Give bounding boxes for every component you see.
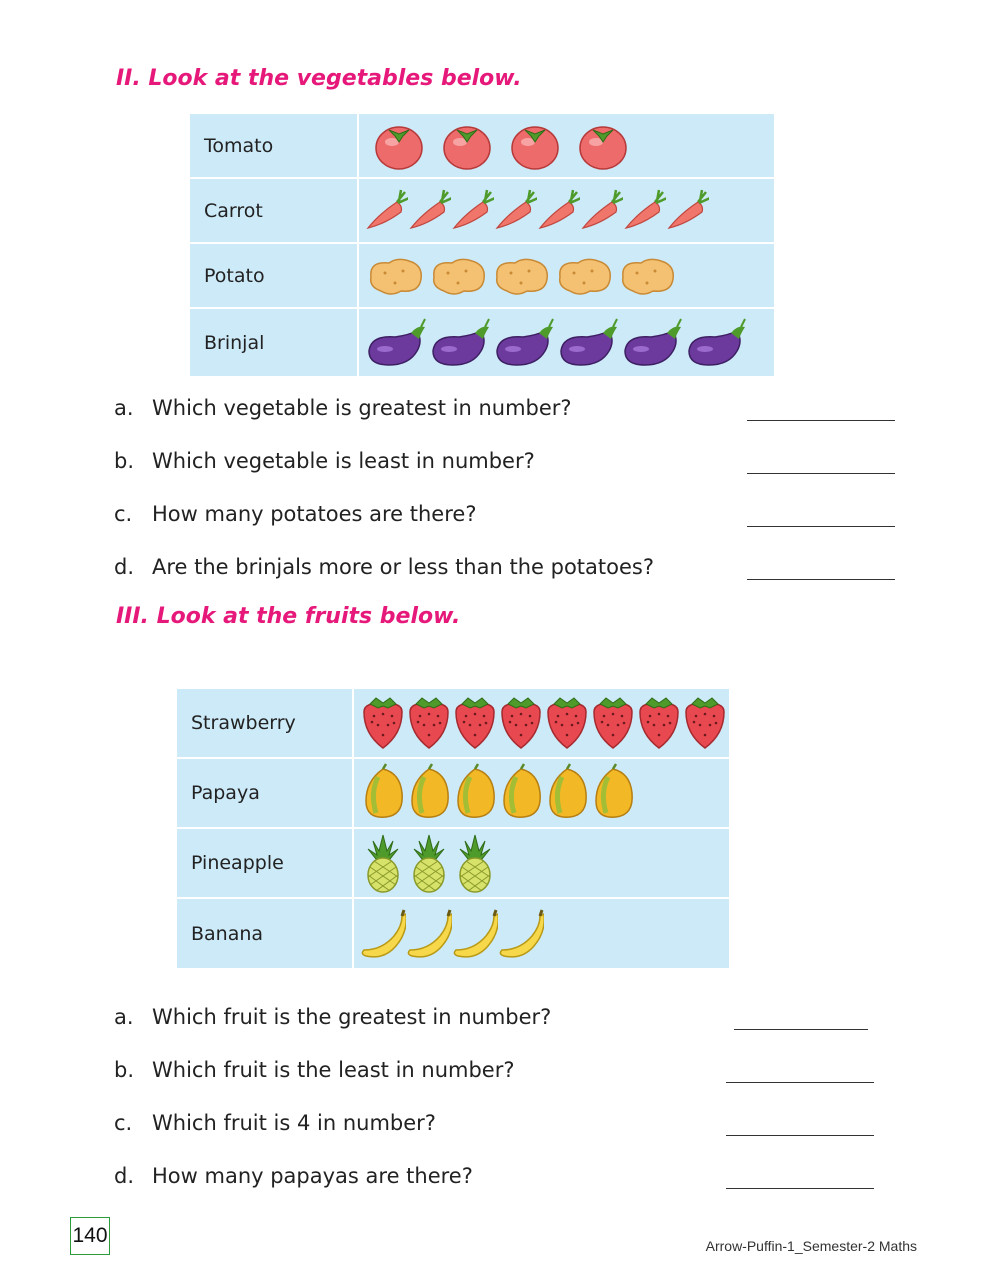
vegetable-pictograph — [190, 114, 774, 376]
question-text: Are the brinjals more or less than the potatoes? — [152, 555, 654, 579]
papaya-icon — [498, 763, 544, 823]
row-label-potato: Potato — [190, 244, 359, 309]
potato-icon — [554, 251, 617, 301]
question-text: Which vegetable is least in number? — [152, 449, 535, 473]
veg-question-a — [114, 396, 914, 420]
papaya-icon — [590, 763, 636, 823]
question-letter: c. — [114, 502, 133, 526]
answer-blank[interactable] — [726, 1188, 874, 1189]
potato-icon — [617, 251, 680, 301]
row-label-tomato: Tomato — [190, 114, 359, 179]
potato-icon — [365, 251, 428, 301]
tomato-icon — [433, 120, 501, 172]
potato-icon — [428, 251, 491, 301]
brinjal-icon — [557, 317, 621, 369]
page-number: 140 — [70, 1217, 110, 1255]
carrot-icon — [623, 186, 666, 236]
question-letter: a. — [114, 396, 134, 420]
question-text: How many potatoes are there? — [152, 502, 477, 526]
brinjal-icon — [493, 317, 557, 369]
question-letter: b. — [114, 449, 135, 473]
potato-pictures — [359, 244, 774, 309]
fruit-question-d — [114, 1164, 914, 1188]
strawberry-pictures — [354, 689, 729, 759]
brinjal-icon — [429, 317, 493, 369]
fruit-pictograph — [177, 689, 729, 968]
brinjal-icon — [621, 317, 685, 369]
papaya-icon — [360, 763, 406, 823]
carrot-icon — [666, 186, 709, 236]
section-2-heading: II. Look at the vegetables below. — [116, 66, 522, 91]
carrot-icon — [408, 186, 451, 236]
question-text: Which vegetable is greatest in number? — [152, 396, 572, 420]
veg-question-c — [114, 502, 914, 526]
veg-question-d — [114, 555, 914, 579]
row-label-banana: Banana — [177, 899, 354, 968]
carrot-icon — [365, 186, 408, 236]
strawberry-icon — [452, 694, 498, 752]
question-text: Which fruit is 4 in number? — [152, 1111, 436, 1135]
row-label-pineapple: Pineapple — [177, 829, 354, 899]
carrot-icon — [537, 186, 580, 236]
answer-blank[interactable] — [747, 526, 895, 527]
question-letter: d. — [114, 1164, 135, 1188]
strawberry-icon — [590, 694, 636, 752]
question-letter: c. — [114, 1111, 133, 1135]
pineapple-pictures — [354, 829, 729, 899]
row-label-papaya: Papaya — [177, 759, 354, 829]
answer-blank[interactable] — [734, 1029, 868, 1030]
fruit-question-a — [114, 1005, 914, 1029]
answer-blank[interactable] — [747, 420, 895, 421]
strawberry-icon — [360, 694, 406, 752]
veg-question-b — [114, 449, 914, 473]
question-letter: d. — [114, 555, 135, 579]
pineapple-icon — [406, 833, 452, 893]
potato-icon — [491, 251, 554, 301]
brinjal-icon — [365, 317, 429, 369]
banana-pictures — [354, 899, 729, 968]
question-letter: b. — [114, 1058, 135, 1082]
answer-blank[interactable] — [726, 1135, 874, 1136]
banana-icon — [406, 906, 452, 962]
row-label-strawberry: Strawberry — [177, 689, 354, 759]
banana-icon — [498, 906, 544, 962]
papaya-icon — [452, 763, 498, 823]
tomato-icon — [569, 120, 637, 172]
tomato-icon — [501, 120, 569, 172]
carrot-icon — [451, 186, 494, 236]
section-3-heading: III. Look at the fruits below. — [116, 604, 461, 629]
brinjal-icon — [685, 317, 749, 369]
fruit-question-c — [114, 1111, 914, 1135]
book-title-footer: Arrow-Puffin-1_Semester-2 Maths — [705, 1238, 917, 1254]
carrot-icon — [580, 186, 623, 236]
row-label-brinjal: Brinjal — [190, 309, 359, 376]
banana-icon — [360, 906, 406, 962]
answer-blank[interactable] — [726, 1082, 874, 1083]
pineapple-icon — [452, 833, 498, 893]
tomato-icon — [365, 120, 433, 172]
papaya-icon — [544, 763, 590, 823]
fruit-question-b — [114, 1058, 914, 1082]
strawberry-icon — [636, 694, 682, 752]
pineapple-icon — [360, 833, 406, 893]
brinjal-pictures — [359, 309, 774, 376]
answer-blank[interactable] — [747, 473, 895, 474]
question-letter: a. — [114, 1005, 134, 1029]
answer-blank[interactable] — [747, 579, 895, 580]
papaya-pictures — [354, 759, 729, 829]
strawberry-icon — [544, 694, 590, 752]
question-text: How many papayas are there? — [152, 1164, 473, 1188]
carrot-icon — [494, 186, 537, 236]
papaya-icon — [406, 763, 452, 823]
tomato-pictures — [359, 114, 774, 179]
question-text: Which fruit is the greatest in number? — [152, 1005, 552, 1029]
strawberry-icon — [406, 694, 452, 752]
banana-icon — [452, 906, 498, 962]
question-text: Which fruit is the least in number? — [152, 1058, 515, 1082]
strawberry-icon — [682, 694, 728, 752]
row-label-carrot: Carrot — [190, 179, 359, 244]
strawberry-icon — [498, 694, 544, 752]
carrot-pictures — [359, 179, 774, 244]
